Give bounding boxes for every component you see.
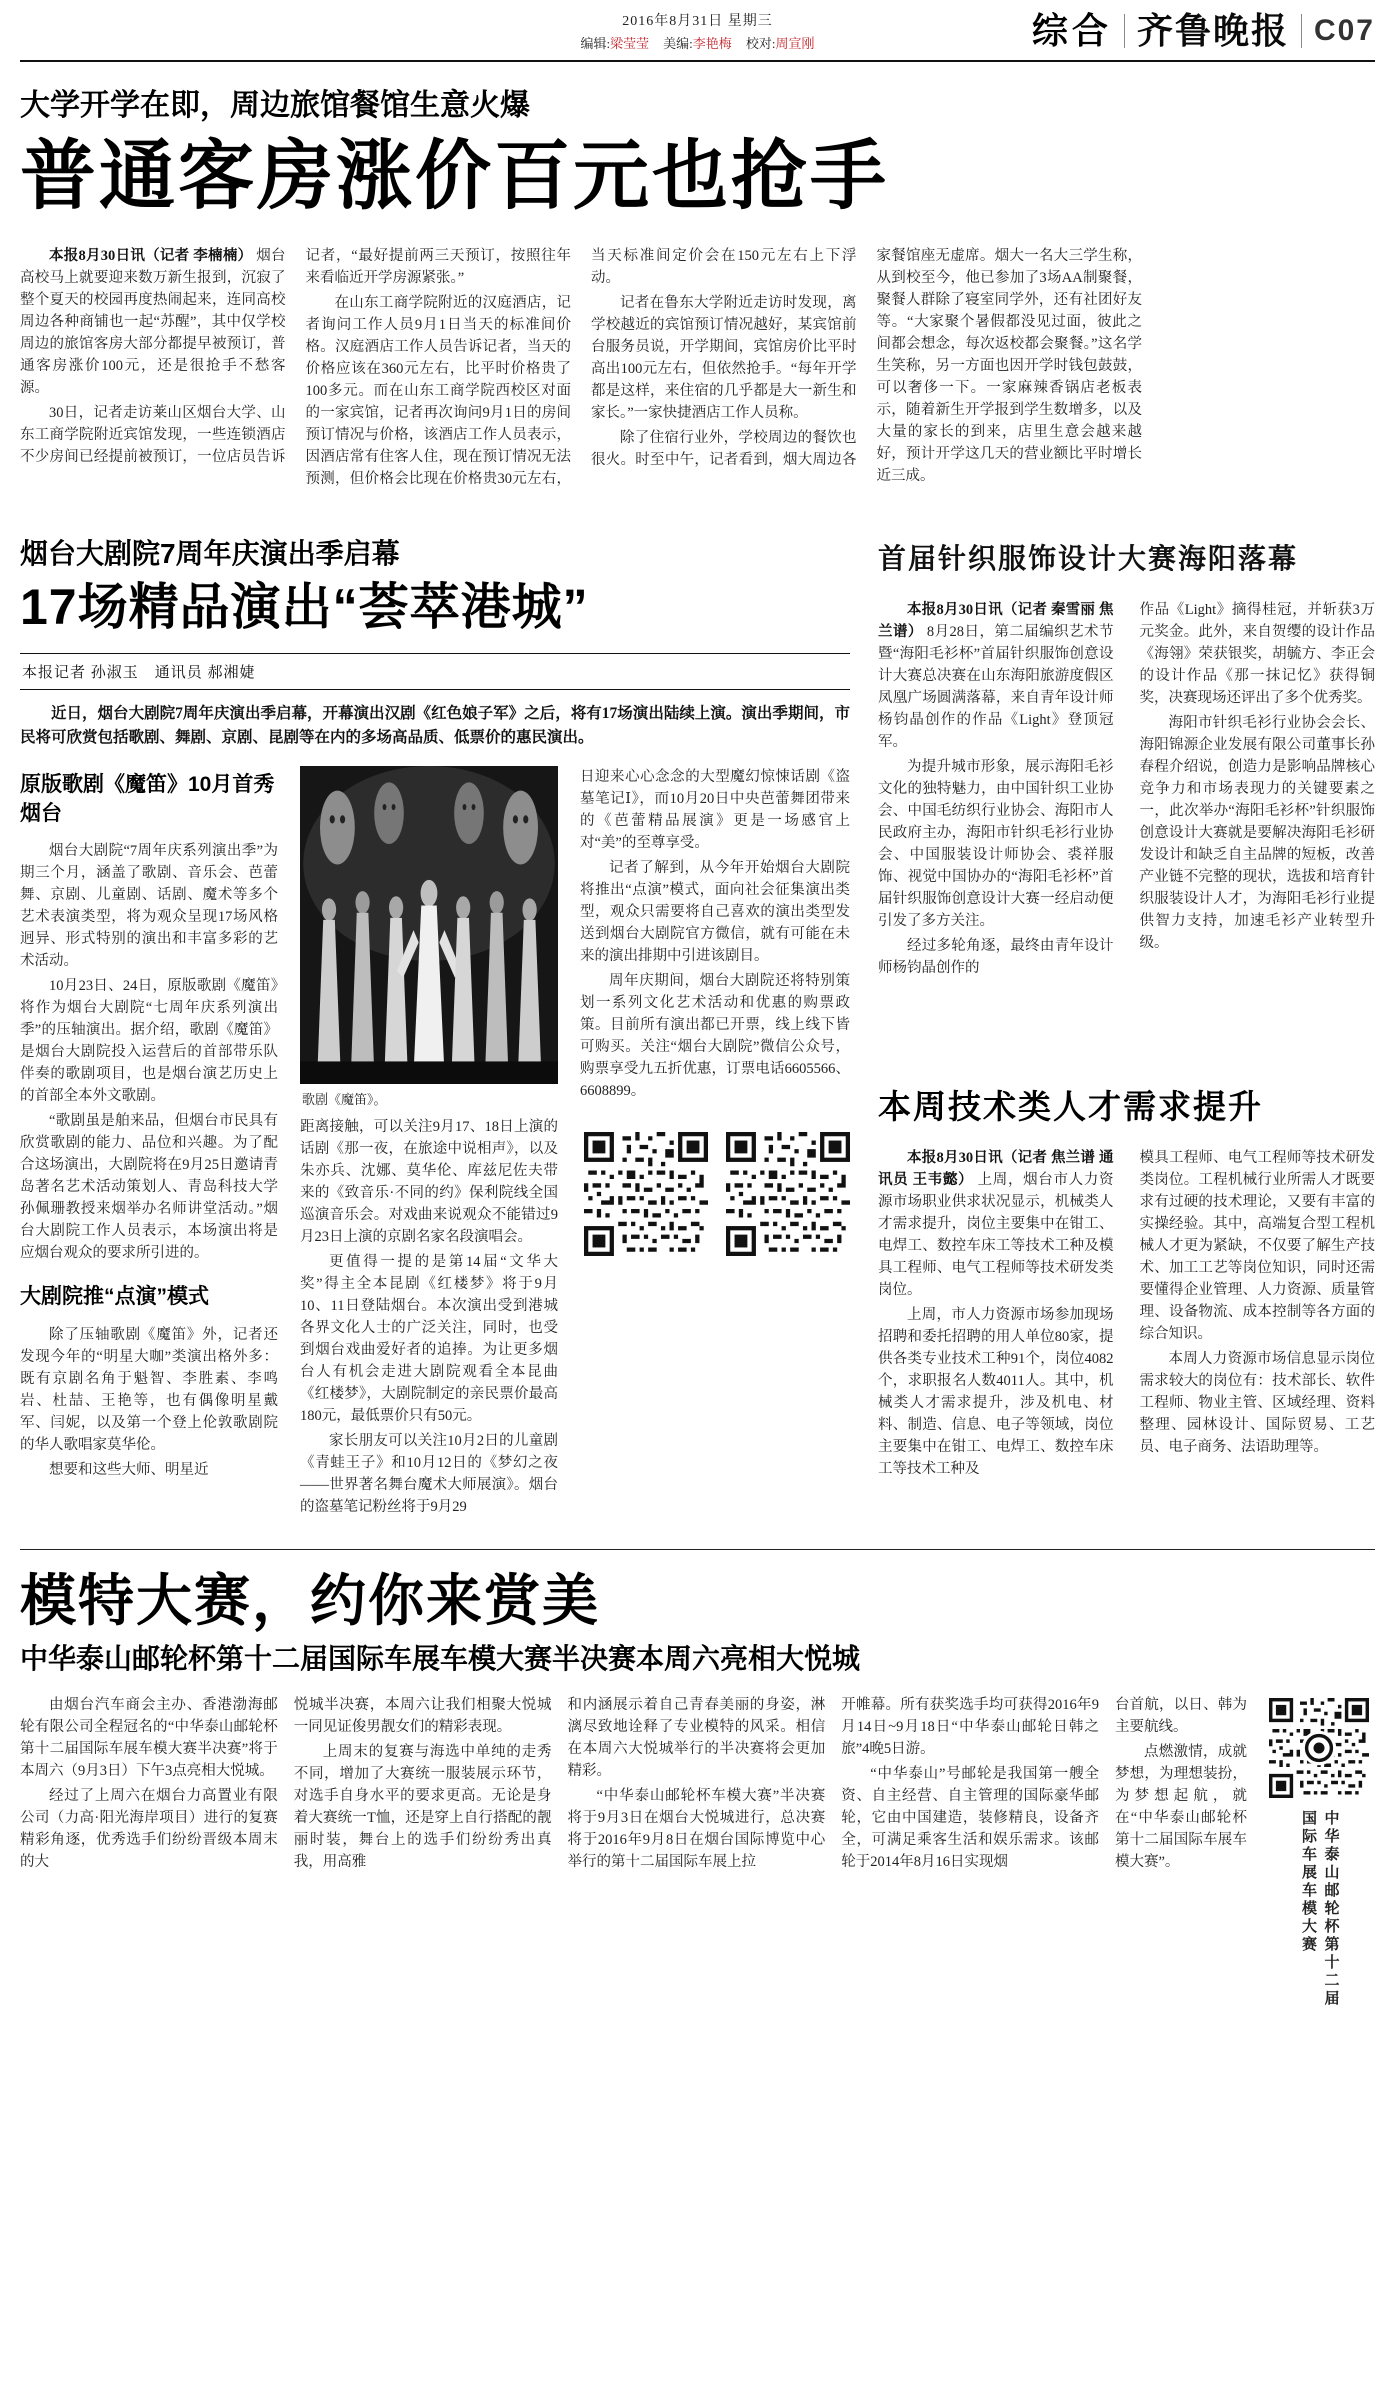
issue-date: 2016年8月31日 星期三: [622, 14, 773, 29]
header-center: [574, 10, 822, 52]
middle-region: [20, 536, 1375, 1521]
theater-photo-figure: [300, 766, 558, 1108]
theater-byline: 本报记者 孙淑玉 通讯员 郝湘婕: [20, 653, 850, 690]
talent-col1-paragraphs: [878, 1304, 1114, 1480]
qr-code-logo-icon: [1269, 1698, 1369, 1798]
theater-qr-row: [580, 1132, 850, 1256]
lead-paragraph: 除了住宿行业外，学校周边的餐饮也很火。时至中午，记者看到，烟大周边各家餐馆座无虚席。烟大一名大三学生称，从到校至今，他已参加了3场AA制聚餐，聚餐人群除了寝室同学外，还有社团好友等。“大家聚个暑假都没见过面，彼此之间都会想念，每次返校都会聚餐。”这名学生笑称，另一方面也因开学时钱包鼓鼓，可以奢侈一下。一家麻辣香锅店老板表示，随着新生开学报到学生数增多，以及大量的家长的到来，店里生意会越来越好，预计开学这几天的营业额比平时增长近三成。: [591, 248, 1142, 485]
page-number: C07: [1313, 14, 1375, 47]
header-divider: [1124, 14, 1125, 48]
theater-paragraph: 更值得一提的是第14届“文华大奖”得主全本昆剧《红楼梦》将于9月10、11日登陆烟台。本次演出受到港城各界文化人士的广泛关注，同时，也受到烟台戏曲爱好者的追捧。为让更多烟台人有机会走进大剧院观看全本昆曲《红楼梦》，大剧院制定的亲民票价最高180元，最低票价只有50元。: [300, 1253, 558, 1424]
model-col2-paragraphs: [294, 1694, 552, 1873]
model-paragraph: 悦城半决赛，本周六让我们相聚大悦城一同见证俊男靓女们的精彩表现。: [293, 1696, 552, 1735]
theater-columns: [20, 766, 850, 1521]
theater-paragraph: 10月23日、24日，原版歌剧《魔笛》将作为烟台大剧院“七周年庆系列演出季”的压轴演出。据介绍，歌剧《魔笛》是烟台大剧院投入运营后的首部带乐队伴奏的歌剧项目，也是烟台演艺历史上的首部全本外文歌剧。: [20, 978, 278, 1105]
model-paragraph: 经过了上周六在烟台力高置业有限公司（力高·阳光海岸项目）进行的复赛精彩角逐，优秀选手们纷纷晋级本周末的大: [20, 1787, 278, 1870]
model-column-2: [294, 1694, 552, 2025]
qr-code-icon: [726, 1132, 850, 1256]
model-col4-paragraphs: [841, 1694, 1099, 1873]
talent-paragraph: 模具工程师、电气工程师等技术研发类岗位。工程机械行业所需人才既要求有过硬的技术理论，又要有丰富的实操经验。其中，高端复合型工程机械人才更为紧缺，不仅要了解生产技术、加工工艺等岗位知识，同时还需要懂得企业管理、人力资源、质量管理、设备物流、成本控制等各方面的综合知识。: [1139, 1149, 1375, 1342]
knit-paragraph-text: 8月28日，第二届编织艺术节暨“海阳毛衫杯”首届针织服饰创意设计大赛总决赛在山东海阳旅游度假区凤凰广场圆满落幕，来自青年设计师杨钧晶创作的作品《Light》登顶冠军。: [878, 623, 1114, 750]
lead-paragraph-text: 烟台高校马上就要迎来数万新生报到，沉寂了整个夏天的校园再度热闹起来，连同高校周边各种商铺也一起“苏醒”，其中仅学校周边的旅馆客房大部分都提早被预订，普通客房涨价100元，还是很抢手不愁客源。: [20, 248, 286, 397]
talent-col2-paragraphs: [1140, 1147, 1376, 1458]
model-paragraph: 点燃激情，成就梦想，为理想装扮，为梦想起航，就在“中华泰山邮轮杯第十二届国际车展车模大赛”。: [1115, 1743, 1247, 1870]
theater-paragraph: 除了压轴歌剧《魔笛》外，记者还发现今年的“明星大咖”类演出格外多：既有京剧名角于魁智、李胜素、李鸣岩、杜喆、王艳等，也有偶像明星戴军、闫妮，以及第一个登上伦敦歌剧院的华人歌唱家莫华伦。: [20, 1326, 278, 1453]
talent-dateline: 本报8月30日讯（记者 焦兰谱 通讯员 王韦懿）: [878, 1149, 1114, 1188]
model-column-4: [841, 1694, 1099, 2025]
model-paragraph: 和内涵展示着自己青春美丽的身姿，淋漓尽致地诠释了专业模特的风采。相信在本周六大悦城举行的半决赛将会更加精彩。: [567, 1696, 826, 1779]
talent-paragraph: 上周，市人力资源市场参加现场招聘和委托招聘的用人单位80家，提供各类专业技术工种91个，岗位4082个，求职报名人数4011人。其中，机械类人才需求提升，涉及机电、材料、制造、信息、电子等领域，岗位主要集中在钳工、电焊工、数控车床工等技术工种及: [878, 1306, 1114, 1477]
model-col3-paragraphs: [568, 1694, 826, 1873]
theater-paragraph: 记者了解到，从今年开始烟台大剧院将推出“点演”模式，面向社会征集演出类型，观众只需要将自己喜欢的演出类型发送到烟台大剧院官方微信，就有可能在未来的演出排期中引进该剧目。: [580, 859, 850, 964]
article-knitwear-contest: [878, 542, 1375, 981]
talent-column-2: [1140, 1147, 1376, 1483]
theater-paragraph: 烟台大剧院“7周年庆系列演出季”为期三个月，涵盖了歌剧、音乐会、芭蕾舞、京剧、儿童剧、话剧、魔术等多个艺术表演类型，将为观众呈现17场风格迥异、形式特别的演出和丰富多彩的艺术活动。: [20, 843, 278, 970]
model-qr-rail: [1263, 1694, 1375, 2025]
magic-flute-photo: [300, 766, 558, 1084]
model-columns: [20, 1694, 1375, 2025]
model-headline: 模特大赛，约你来赏美: [20, 1568, 600, 1632]
theater-col1a-paragraphs: [20, 840, 278, 1264]
model-qr-label: 中华泰山邮轮杯第十二届国际车展车模大赛: [1300, 1809, 1340, 2008]
article-hotel-prices: [20, 88, 1375, 490]
right-rail: [878, 536, 1375, 1521]
theater-subhead-2: 大剧院推“点演”模式: [20, 1285, 209, 1309]
talent-headline: 本周技术类人才需求提升: [878, 1087, 1263, 1125]
theater-col2-paragraphs: [300, 1116, 558, 1518]
staff-credit: 美编:李艳梅: [663, 36, 732, 51]
header-right: [1031, 10, 1375, 51]
knit-paragraph-first: [878, 599, 1114, 753]
theater-paragraph: “歌剧虽是舶来品，但烟台市民具有欣赏歌剧的能力、品位和兴趣。为了配合这场演出，大剧院将在9月25日邀请青岛著名艺术活动策划人、青岛科技大学孙佩珊教授来烟举办名师讲堂活动。”烟台大剧院工作人员表示，本场演出将是应烟台观众的要求所引进的。: [20, 1113, 278, 1262]
talent-paragraph: 本周人力资源市场信息显示岗位需求较大的岗位有：技术部长、软件工程师、物业主管、区域经理、资料整理、园林设计、国际贸易、工艺员、电子商务、法语助理等。: [1139, 1350, 1375, 1455]
article-tech-talent: [878, 1086, 1375, 1483]
knit-dateline: 本报8月30日讯（记者 秦雪丽 焦兰谱）: [878, 601, 1114, 640]
lead-headline: 普通客房涨价百元也抢手: [20, 134, 889, 219]
theater-column-3: [580, 766, 850, 1521]
theater-kicker: 烟台大剧院7周年庆演出季启幕: [20, 538, 400, 570]
theater-paragraph: 距离接触，可以关注9月17、18日上演的话剧《那一夜，在旅途中说相声》，以及朱亦兵、沈娜、莫华伦、库兹尼佐夫带来的《致音乐·不同的约》保利院线全国巡演音乐会。对戏曲来说观众不能错过9月23日上演的京剧名家名段演唱会。: [300, 1118, 558, 1245]
header-divider: [1301, 14, 1302, 48]
knit-paragraph: 为提升城市形象，展示海阳毛衫文化的独特魅力，由中国针织工业协会、中国毛纺织行业协会、海阳市人民政府主办，海阳市针织毛衫行业协会、中国服装设计师协会、裘祥服饰、视觉中国协办的“海阳毛衫杯”首届针织服饰创意设计大赛一经启动便引发了多方关注。: [878, 758, 1114, 929]
knit-paragraph: 海阳市针织毛衫行业协会会长、海阳锦源企业发展有限公司董事长孙春程介绍说，创造力是影响品牌核心竞争力和市场表现力的关键要素之一，此次举办“海阳毛衫杯”针织服饰创意设计大赛就是要解决海阳毛衫研发设计和缺乏自主品牌的短板，改善产业链不完整的现状，选拔和培育针织服装设计人才，为海阳毛衫行业提供智力支持，加速毛衫产业转型升级。: [1139, 714, 1375, 951]
knit-col1-paragraphs: [878, 756, 1114, 979]
staff-credit: 校对:周宣刚: [745, 36, 815, 51]
lead-paragraph-first: [20, 245, 286, 399]
knit-col2-paragraphs: [1140, 599, 1376, 954]
lead-dateline: 本报8月30日讯（记者 李楠楠）: [49, 248, 253, 265]
model-deck: 中华泰山邮轮杯第十二届国际车展车模大赛半决赛本周六亮相大悦城: [20, 1643, 861, 1675]
section-name: 综合: [1031, 10, 1112, 51]
model-col5-paragraphs: [1115, 1694, 1247, 1873]
model-paragraph: 开帷幕。所有获奖选手均可获得2016年9月14日~9月18日“中华泰山邮轮日韩之旅”4晚5日游。: [841, 1696, 1099, 1757]
talent-column-1: [878, 1147, 1114, 1483]
theater-paragraph: 想要和这些大师、明星近: [49, 1461, 209, 1478]
model-column-3: [568, 1694, 826, 2025]
model-paragraph: 上周末的复赛与海选中单纯的走秀不同，增加了大赛统一服装展示环节，对选手自身水平的要求更高。无论是身着大赛统一T恤，还是穿上自行搭配的靓丽时装，舞台上的选手们纷纷秀出真我，用高雅: [293, 1743, 552, 1870]
lead-paragraph: 记者在鲁东大学附近走访时发现，离学校越近的宾馆预订情况越好，某宾馆前台服务员说，开学期间，宾馆房价比平时高出100元左右，但依然抢手。“每年开学都是这样，来住宿的几乎都是大一新生和家长。”一家快捷酒店工作人员称。: [591, 295, 857, 422]
staff-credit: 编辑:梁莹莹: [580, 36, 650, 51]
staff-credits: [574, 33, 822, 52]
model-paragraph: 由烟台汽车商会主办、香港渤海邮轮有限公司全程冠名的“中华泰山邮轮杯第十二届国际车展车模大赛半决赛”将于本周六（9月3日）下午3点亮相大悦城。: [20, 1696, 278, 1779]
qr-code-icon: [584, 1132, 708, 1256]
talent-paragraph-text: 上周，烟台市人力资源市场职业供求状况显示，机械类人才需求提升，岗位主要集中在钳工、电焊工、数控车床工等技术工种及模具工程师、电气工程师等技术研发类岗位。: [878, 1171, 1114, 1298]
article-theater-season: [20, 536, 850, 1521]
model-column-1: [20, 1694, 278, 2025]
model-col1-paragraphs: [20, 1694, 278, 1873]
lead-kicker: 大学开学在即，周边旅馆餐馆生意火爆: [20, 89, 530, 122]
theater-col1b-paragraphs: [20, 1324, 278, 1481]
photo-caption: 歌剧《魔笛》。: [302, 1091, 387, 1107]
theater-headline: 17场精品演出“荟萃港城”: [20, 579, 589, 636]
lead-body: [20, 245, 1142, 490]
model-paragraph: “中华泰山邮轮杯车模大赛”半决赛将于9月3日在烟台大悦城进行，总决赛将于2016年9月8日在烟台国际博览中心举行的第十二届国际车展上拉: [567, 1787, 826, 1870]
model-paragraph: “中华泰山”号邮轮是我国第一艘全资、自主经营、自主管理的国际豪华邮轮，它由中国建造，装修精良，设备齐全，可满足乘客生活和娱乐需求。该邮轮于2014年8月16日实现烟: [841, 1765, 1099, 1870]
lead-paragraph: 30日，记者走访莱山区烟台大学、山东工商学院附近宾馆发现，一些连锁酒店不少房间已经提前被预订，一位店员告诉记者，“最好提前两三天预订，按照往年来看临近开学房源紧张。”: [20, 248, 571, 466]
talent-columns: [878, 1147, 1375, 1483]
knit-paragraph: 经过多轮角逐，最终由青年设计师杨钧晶创作的: [878, 937, 1114, 976]
theater-col3-paragraphs: [580, 766, 850, 1102]
knit-headline: 首届针织服饰设计大赛海阳落幕: [878, 544, 1299, 576]
page-header: [20, 10, 1375, 62]
theater-paragraph: 家长朋友可以关注10月2日的儿童剧《青蛙王子》和10月12日的《梦幻之夜——世界著名舞台魔术大师展演》。烟台的盗墓笔记粉丝将于9月29: [300, 1432, 558, 1515]
knit-paragraph: 作品《Light》摘得桂冠，并斩获3万元奖金。此外，来自贺缨的设计作品《海翎》荣获银奖，胡毓方、李正会的设计作品《那一抹记忆》获得铜奖，决赛现场还评出了多个优秀奖。: [1139, 601, 1375, 706]
theater-subhead-1: 原版歌剧《魔笛》10月首秀烟台: [20, 772, 275, 825]
lead-paragraph: 在山东工商学院附近的汉庭酒店，记者询问工作人员9月1日当天的标准间价格。汉庭酒店工作人员告诉记者，当天的价格应该在360元左右，比平时价格贵了100多元。而在山东工商学院西校区对面的一家宾馆，记者再次询问9月1日的房间预订情况与价格，该酒店工作人员表示，因酒店常有住客人住，现在预订情况无法预测，但价格会比现在价格贵30元左右，当天标准间定价会在150元左右上下浮动。: [305, 248, 857, 488]
theater-paragraph: 日迎来心心念念的大型魔幻惊悚话剧《盗墓笔记Ⅰ》，而10月20日中央芭蕾舞团带来的《芭蕾精品展演》更是一场感官上对“美”的至尊享受。: [580, 768, 850, 851]
talent-paragraph-first: [878, 1147, 1114, 1301]
model-column-5: [1115, 1694, 1247, 2025]
theater-column-2: [300, 766, 558, 1521]
knit-column-1: [878, 599, 1114, 982]
knit-column-2: [1140, 599, 1376, 982]
article-model-contest: [20, 1549, 1375, 2025]
knit-columns: [878, 599, 1375, 982]
theater-lead-paragraph: 近日，烟台大剧院7周年庆演出季启幕，开幕演出汉剧《红色娘子军》之后，将有17场演出陆续上演。演出季期间，市民将可欣赏包括歌剧、舞剧、京剧、昆剧等在内的多场高品质、低票价的惠民演出。: [20, 704, 850, 746]
theater-paragraph: 周年庆期间，烟台大剧院还将特别策划一系列文化艺术活动和优惠的购票政策。目前所有演出都已开票，线上线下皆可购买。关注“烟台大剧院”微信公众号，购票享受九五折优惠，订票电话6605566、6608899。: [580, 972, 850, 1099]
newspaper-logo: 齐鲁晚报: [1136, 11, 1289, 51]
theater-column-1: [20, 766, 278, 1521]
model-paragraph: 台首航，以日、韩为主要航线。: [1115, 1696, 1247, 1735]
